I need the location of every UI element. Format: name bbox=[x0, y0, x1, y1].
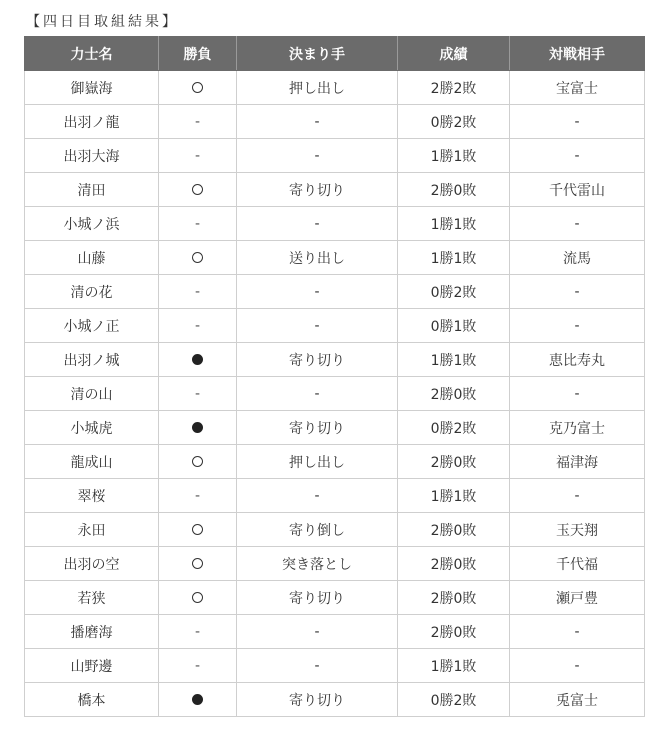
kimarite-cell: - bbox=[237, 615, 398, 649]
opponent-cell: - bbox=[510, 139, 645, 173]
opponent-cell: - bbox=[510, 649, 645, 683]
record-cell: 2勝0敗 bbox=[398, 445, 510, 479]
header-result: 勝負 bbox=[159, 37, 237, 71]
record-cell: 2勝0敗 bbox=[398, 377, 510, 411]
rikishi-name: 龍成山 bbox=[25, 445, 159, 479]
rikishi-name: 若狭 bbox=[25, 581, 159, 615]
result-none: - bbox=[194, 487, 201, 504]
white-circle-icon bbox=[192, 592, 203, 603]
record-cell: 1勝1敗 bbox=[398, 139, 510, 173]
table-row bbox=[25, 683, 645, 717]
black-circle-icon bbox=[192, 354, 203, 365]
result-cell bbox=[159, 71, 237, 105]
result-cell bbox=[159, 173, 237, 207]
result-cell bbox=[159, 241, 237, 275]
record-cell: 2勝0敗 bbox=[398, 173, 510, 207]
record-cell: 1勝1敗 bbox=[398, 479, 510, 513]
result-cell bbox=[159, 343, 237, 377]
opponent-cell: - bbox=[510, 275, 645, 309]
kimarite-cell: - bbox=[237, 207, 398, 241]
table-row bbox=[25, 71, 645, 105]
result-none: - bbox=[194, 317, 201, 334]
rikishi-name: 出羽ノ城 bbox=[25, 343, 159, 377]
kimarite-cell: 寄り倒し bbox=[237, 513, 398, 547]
table-row bbox=[25, 445, 645, 479]
rikishi-name: 山野邊 bbox=[25, 649, 159, 683]
kimarite-cell: 寄り切り bbox=[237, 683, 398, 717]
kimarite-cell: 寄り切り bbox=[237, 173, 398, 207]
kimarite-cell: 押し出し bbox=[237, 71, 398, 105]
header-row bbox=[25, 37, 645, 71]
result-none: - bbox=[194, 113, 201, 130]
table-row bbox=[25, 377, 645, 411]
table-row bbox=[25, 615, 645, 649]
table-row bbox=[25, 513, 645, 547]
record-cell: 2勝0敗 bbox=[398, 581, 510, 615]
opponent-cell: 克乃富士 bbox=[510, 411, 645, 445]
kimarite-cell: 寄り切り bbox=[237, 581, 398, 615]
record-cell: 1勝1敗 bbox=[398, 343, 510, 377]
result-cell bbox=[159, 411, 237, 445]
page-title: 【四日目取組結果】 bbox=[26, 14, 179, 30]
kimarite-cell: 寄り切り bbox=[237, 343, 398, 377]
black-circle-icon bbox=[192, 694, 203, 705]
table-row bbox=[25, 581, 645, 615]
rikishi-name: 小城虎 bbox=[25, 411, 159, 445]
result-none: - bbox=[194, 283, 201, 300]
record-cell: 1勝1敗 bbox=[398, 241, 510, 275]
result-none: - bbox=[194, 657, 201, 674]
kimarite-cell: - bbox=[237, 649, 398, 683]
record-cell: 1勝1敗 bbox=[398, 649, 510, 683]
table-row bbox=[25, 479, 645, 513]
table-row bbox=[25, 241, 645, 275]
result-cell bbox=[159, 105, 237, 139]
opponent-cell: - bbox=[510, 377, 645, 411]
opponent-cell: 流馬 bbox=[510, 241, 645, 275]
opponent-cell: - bbox=[510, 105, 645, 139]
header-kimarite: 決まり手 bbox=[237, 37, 398, 71]
header-rikishi: 力士名 bbox=[25, 37, 159, 71]
table-row bbox=[25, 309, 645, 343]
table-row bbox=[25, 105, 645, 139]
kimarite-cell: 押し出し bbox=[237, 445, 398, 479]
rikishi-name: 出羽ノ龍 bbox=[25, 105, 159, 139]
record-cell: 2勝0敗 bbox=[398, 513, 510, 547]
result-none: - bbox=[194, 147, 201, 164]
table-row bbox=[25, 411, 645, 445]
table-row bbox=[25, 207, 645, 241]
rikishi-name: 清の花 bbox=[25, 275, 159, 309]
table-row bbox=[25, 173, 645, 207]
rikishi-name: 翠桜 bbox=[25, 479, 159, 513]
result-cell bbox=[159, 649, 237, 683]
opponent-cell: - bbox=[510, 615, 645, 649]
kimarite-cell: - bbox=[237, 139, 398, 173]
rikishi-name: 永田 bbox=[25, 513, 159, 547]
result-cell bbox=[159, 683, 237, 717]
rikishi-name: 清田 bbox=[25, 173, 159, 207]
record-cell: 0勝2敗 bbox=[398, 275, 510, 309]
rikishi-name: 御嶽海 bbox=[25, 71, 159, 105]
kimarite-cell: 突き落とし bbox=[237, 547, 398, 581]
white-circle-icon bbox=[192, 252, 203, 263]
opponent-cell: - bbox=[510, 309, 645, 343]
result-none: - bbox=[194, 215, 201, 232]
opponent-cell: - bbox=[510, 207, 645, 241]
rikishi-name: 出羽大海 bbox=[25, 139, 159, 173]
rikishi-name: 清の山 bbox=[25, 377, 159, 411]
results-table bbox=[24, 36, 645, 717]
white-circle-icon bbox=[192, 82, 203, 93]
result-cell bbox=[159, 513, 237, 547]
result-cell bbox=[159, 309, 237, 343]
rikishi-name: 山藤 bbox=[25, 241, 159, 275]
result-cell bbox=[159, 445, 237, 479]
opponent-cell: 瀬戸豊 bbox=[510, 581, 645, 615]
black-circle-icon bbox=[192, 422, 203, 433]
opponent-cell: 千代雷山 bbox=[510, 173, 645, 207]
opponent-cell: 恵比寿丸 bbox=[510, 343, 645, 377]
rikishi-name: 出羽の空 bbox=[25, 547, 159, 581]
rikishi-name: 小城ノ浜 bbox=[25, 207, 159, 241]
record-cell: 0勝1敗 bbox=[398, 309, 510, 343]
opponent-cell: - bbox=[510, 479, 645, 513]
white-circle-icon bbox=[192, 524, 203, 535]
kimarite-cell: 送り出し bbox=[237, 241, 398, 275]
result-cell bbox=[159, 479, 237, 513]
record-cell: 2勝2敗 bbox=[398, 71, 510, 105]
kimarite-cell: - bbox=[237, 105, 398, 139]
result-none: - bbox=[194, 385, 201, 402]
table-row bbox=[25, 343, 645, 377]
opponent-cell: 福津海 bbox=[510, 445, 645, 479]
record-cell: 0勝2敗 bbox=[398, 683, 510, 717]
table-row bbox=[25, 547, 645, 581]
rikishi-name: 播磨海 bbox=[25, 615, 159, 649]
opponent-cell: 千代福 bbox=[510, 547, 645, 581]
opponent-cell: 兎富士 bbox=[510, 683, 645, 717]
opponent-cell: 宝富士 bbox=[510, 71, 645, 105]
result-cell bbox=[159, 547, 237, 581]
table-row bbox=[25, 275, 645, 309]
record-cell: 0勝2敗 bbox=[398, 105, 510, 139]
header-opponent: 対戦相手 bbox=[510, 37, 645, 71]
kimarite-cell: - bbox=[237, 479, 398, 513]
kimarite-cell: - bbox=[237, 309, 398, 343]
record-cell: 2勝0敗 bbox=[398, 547, 510, 581]
result-cell bbox=[159, 275, 237, 309]
kimarite-cell: - bbox=[237, 275, 398, 309]
result-none: - bbox=[194, 623, 201, 640]
result-cell bbox=[159, 139, 237, 173]
rikishi-name: 小城ノ正 bbox=[25, 309, 159, 343]
record-cell: 2勝0敗 bbox=[398, 615, 510, 649]
table-header bbox=[25, 37, 645, 71]
table-body bbox=[25, 71, 645, 717]
header-record: 成績 bbox=[398, 37, 510, 71]
rikishi-name: 橋本 bbox=[25, 683, 159, 717]
result-cell bbox=[159, 377, 237, 411]
opponent-cell: 玉天翔 bbox=[510, 513, 645, 547]
record-cell: 1勝1敗 bbox=[398, 207, 510, 241]
result-cell bbox=[159, 207, 237, 241]
result-cell bbox=[159, 581, 237, 615]
kimarite-cell: - bbox=[237, 377, 398, 411]
white-circle-icon bbox=[192, 558, 203, 569]
white-circle-icon bbox=[192, 456, 203, 467]
record-cell: 0勝2敗 bbox=[398, 411, 510, 445]
table-row bbox=[25, 649, 645, 683]
white-circle-icon bbox=[192, 184, 203, 195]
result-cell bbox=[159, 615, 237, 649]
kimarite-cell: 寄り切り bbox=[237, 411, 398, 445]
table-row bbox=[25, 139, 645, 173]
